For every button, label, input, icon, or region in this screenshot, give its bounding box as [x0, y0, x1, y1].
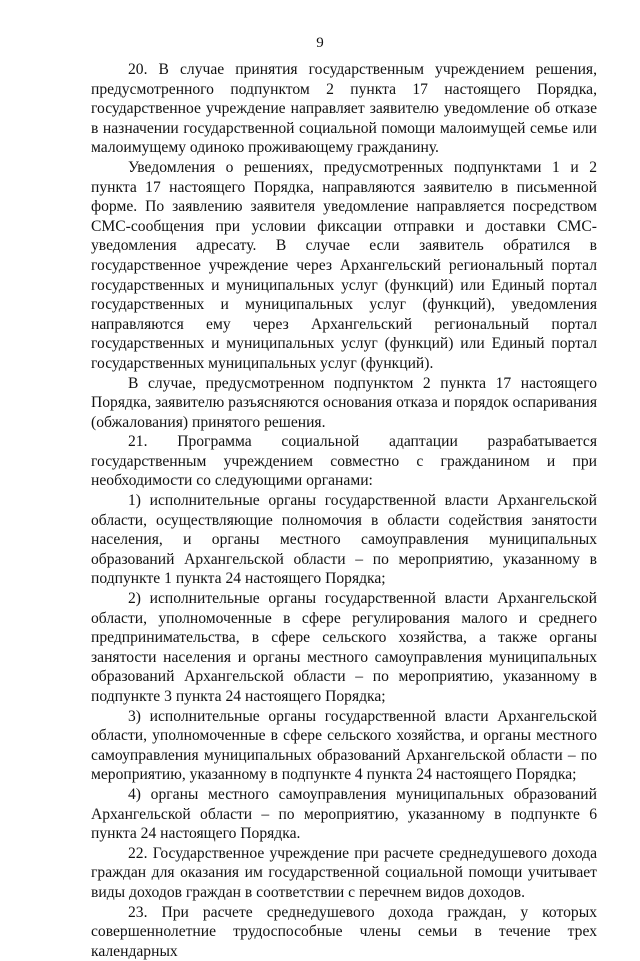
- paragraph-notifications: Уведомления о решениях, предусмотренных подпунктами 1 и 2 пункта 17 настоящего Порядка, направляются заявителю в письменной форме. По заявлению заявителя уведомление направляется посредством СМС-сообщения при условии фиксации отправки и доставки СМС-уведомления адресату. В случае если заявитель обратился в государственное учреждение через Архангельский региональный портал государственных и муниципальных услуг (функций) или Единый портал государственных и муниципальных услуг (функций), уведомления направляются ему через Архангельский региональный портал государственных и муниципальных услуг (функций) или Единый портал государственных муниципальных услуг (функций).: [91, 158, 597, 372]
- list-item-21-2: 2) исполнительные органы государственной власти Архангельской области, уполномоченные в сфере регулирования малого и среднего предпринимательства, в сфере сельского хозяйства, а также органы занятости населения и органы местного самоуправления муниципальных образований Архангельской области – по мероприятию, указанному в подпункте 3 пункта 24 настоящего Порядка;: [91, 590, 597, 705]
- document-body: [91, 60, 597, 961]
- page-number: 9: [316, 35, 324, 51]
- paragraph-21: 21. Программа социальной адаптации разрабатывается государственным учреждением совместно с гражданином и при необходимости со следующими органами:: [91, 433, 597, 490]
- paragraph-20: 20. В случае принятия государственным учреждением решения, предусмотренного подпунктом 2 пункта 17 настоящего Порядка, государственное учреждение направляет заявителю уведомление об отказе в назначении государственной социальной помощи малоимущей семье или малоимущему одиноко проживающему гражданину.: [91, 61, 597, 157]
- paragraph-22: 22. Государственное учреждение при расчете среднедушевого дохода граждан для оказания им государственной социальной помощи учитывает виды доходов граждан в соответствии с перечнем видов доходов.: [91, 844, 597, 901]
- list-item-21-1: 1) исполнительные органы государственной власти Архангельской области, осуществляющие полномочия в области содействия занятости населения, и органы местного самоуправления муниципальных образований Архангельской области – по мероприятию, указанному в подпункте 1 пункта 24 настоящего Порядка;: [91, 492, 597, 588]
- paragraph-23: 23. При расчете среднедушевого дохода граждан, у которых совершеннолетние трудоспособные члены семьи в течение трех календарных: [91, 903, 597, 960]
- list-item-21-3: 3) исполнительные органы государственной власти Архангельской области, уполномоченные в сфере сельского хозяйства, и органы местного самоуправления муниципальных образований Архангельской области – по мероприятию, указанному в подпункте 4 пункта 24 настоящего Порядка;: [91, 707, 597, 784]
- list-item-21-4: 4) органы местного самоуправления муниципальных образований Архангельской области – по мероприятию, указанному в подпункте 6 пункта 24 настоящего Порядка.: [91, 785, 597, 843]
- paragraph-refusal-explanation: В случае, предусмотренном подпунктом 2 пункта 17 настоящего Порядка, заявителю разъясняются основания отказа и порядок оспаривания (обжалования) принятого решения.: [91, 374, 597, 431]
